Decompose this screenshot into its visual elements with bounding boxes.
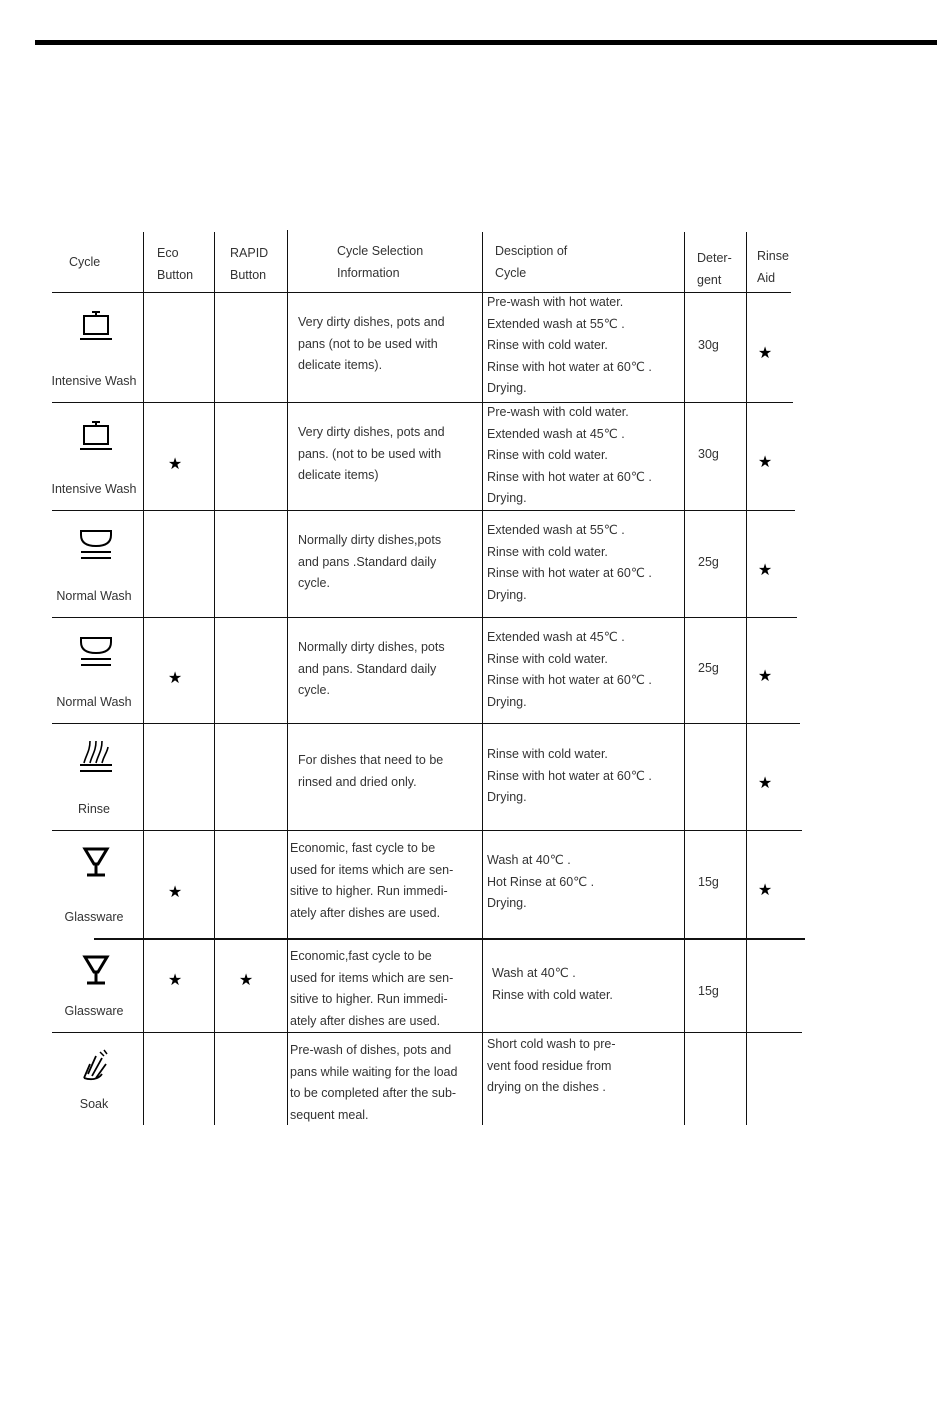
- cycle-info-line: delicate items).: [298, 358, 383, 372]
- cycle-info-line: to be completed after the sub-: [290, 1086, 457, 1100]
- cycle-description-line: Short cold wash to pre-: [487, 1037, 616, 1051]
- column-divider: [287, 230, 288, 1125]
- cycle-info-line: rinsed and dried only.: [298, 774, 417, 789]
- header-detergent: Deter-: [697, 251, 732, 265]
- cycle-description-line: Extended wash at 55℃ .: [487, 316, 625, 331]
- header-rinse-aid: Rinse: [757, 249, 789, 263]
- cycle-info-line: pans. (not to be used with: [298, 446, 442, 461]
- row-divider: [94, 938, 805, 940]
- cycle-name: Soak: [79, 1097, 109, 1111]
- cycle-name: Normal Wash: [56, 695, 132, 709]
- cycle-name: Normal Wash: [56, 589, 132, 603]
- cycle-info-line: pans while waiting for the load: [290, 1064, 458, 1079]
- cycle-description-line: Rinse with hot water at 60℃ .: [487, 673, 652, 687]
- rinse-aid-star: ★: [757, 561, 773, 579]
- cycle-description-line: Drying.: [487, 790, 527, 804]
- header-cycle-selection-information: Cycle Selection: [337, 244, 424, 258]
- row-divider: [52, 617, 797, 618]
- cycle-info-line: Normally dirty dishes,pots: [298, 533, 442, 547]
- cycle-description-line: drying on the dishes .: [487, 1080, 606, 1094]
- rinse-icon: [74, 733, 118, 777]
- eco-star: ★: [167, 972, 183, 989]
- cycle-description-line: Drying.: [487, 381, 527, 395]
- cycle-info-line: ately after dishes are used.: [290, 1013, 441, 1028]
- cycle-description-line: Drying.: [487, 491, 527, 505]
- cycle-info-line: cycle.: [298, 576, 330, 590]
- cycle-description-line: Extended wash at 45℃ .: [487, 426, 625, 441]
- detergent-amount: 25g: [698, 554, 719, 569]
- normal-bowl-icon: [74, 627, 118, 671]
- cycle-description-line: Extended wash at 45℃ .: [487, 630, 625, 644]
- header-rapid-button: RAPID: [230, 246, 269, 260]
- cycle-description-line: Hot Rinse at 60℃ .: [487, 874, 595, 889]
- soak-hand-icon: [74, 1042, 118, 1086]
- cycle-description-line: Wash at 40℃ .: [487, 853, 571, 867]
- cycle-description-line: Rinse with cold water.: [487, 747, 608, 761]
- cycle-description-line: Wash at 40℃ .: [492, 966, 576, 980]
- cycle-description-line: Pre-wash with hot water.: [487, 295, 624, 309]
- cycle-info-line: Economic, fast cycle to be: [290, 841, 436, 855]
- header-cycle-selection-information: Information: [337, 266, 400, 280]
- header-rinse-aid: Aid: [757, 271, 776, 285]
- cycle-info-line: sequent meal.: [290, 1107, 369, 1122]
- cycle-name: Glassware: [64, 910, 124, 924]
- cycle-description-line: Drying.: [487, 694, 527, 709]
- rapid-star: ★: [238, 972, 254, 989]
- header-eco-button: Eco: [157, 246, 179, 260]
- cycle-info-line: and pans. Standard daily: [298, 661, 437, 676]
- cycle-info-line: ately after dishes are used.: [290, 905, 441, 920]
- row-divider: [52, 402, 793, 403]
- cycle-info-line: sitive to higher. Run immedi-: [290, 992, 448, 1006]
- cycle-info-line: Very dirty dishes, pots and: [298, 425, 445, 439]
- eco-star: ★: [167, 456, 183, 473]
- glass-icon: [74, 948, 118, 992]
- header-rapid-button: Button: [230, 268, 267, 282]
- row-divider: [52, 292, 791, 293]
- cycle-info-line: pans (not to be used with: [298, 336, 438, 351]
- detergent-amount: 30g: [698, 447, 719, 461]
- cycle-info-line: For dishes that need to be: [298, 753, 444, 767]
- row-divider: [52, 1032, 802, 1033]
- cycle-description-line: Rinse with cold water.: [487, 448, 608, 462]
- cycle-info-line: Very dirty dishes, pots and: [298, 315, 445, 329]
- detergent-amount: 30g: [698, 338, 719, 352]
- cycle-description-line: Drying.: [487, 587, 527, 602]
- cycle-description-line: Rinse with cold water.: [487, 651, 608, 666]
- cycle-name: Intensive Wash: [51, 482, 137, 496]
- cycle-description-line: vent food residue from: [487, 1058, 612, 1073]
- cycle-description-line: Rinse with cold water.: [487, 338, 608, 352]
- detergent-amount: 15g: [698, 984, 719, 998]
- row-divider: [52, 723, 800, 724]
- row-divider: [52, 830, 802, 831]
- rinse-aid-star: ★: [757, 454, 773, 471]
- cycle-info-line: used for items which are sen-: [290, 970, 454, 985]
- eco-star: ★: [167, 670, 183, 687]
- column-divider: [482, 232, 483, 1125]
- cycle-description-line: Pre-wash with cold water.: [487, 405, 629, 419]
- cycle-info-line: and pans .Standard daily: [298, 554, 437, 569]
- cycle-name: Rinse: [78, 802, 110, 816]
- rinse-aid-star: ★: [757, 774, 773, 792]
- cycle-description-line: Drying.: [487, 896, 527, 910]
- cycle-info-line: Pre-wash of dishes, pots and: [290, 1043, 452, 1057]
- column-divider: [684, 232, 685, 1125]
- cycle-info-line: Economic,fast cycle to be: [290, 949, 432, 963]
- cycle-info-line: sitive to higher. Run immedi-: [290, 884, 448, 898]
- cycle-info-line: delicate items): [298, 468, 379, 482]
- header-description-of-cycle: Desciption of: [495, 244, 568, 258]
- cycle-description-line: Rinse with cold water.: [492, 987, 613, 1002]
- rinse-aid-star: ★: [757, 345, 773, 362]
- cycle-info-line: cycle.: [298, 683, 330, 697]
- header-cycle: Cycle: [69, 255, 101, 269]
- intensive-pot-icon: [74, 302, 118, 346]
- cycle-name: Glassware: [64, 1004, 124, 1018]
- glass-icon: [74, 840, 118, 884]
- rinse-aid-star: ★: [757, 882, 773, 899]
- cycle-description-line: Rinse with hot water at 60℃ .: [487, 469, 652, 484]
- cycle-description-line: Extended wash at 55℃ .: [487, 523, 625, 537]
- column-divider: [143, 232, 144, 1125]
- cycle-info-line: used for items which are sen-: [290, 862, 454, 877]
- cycle-description-line: Rinse with cold water.: [487, 544, 608, 559]
- header-eco-button: Button: [157, 268, 194, 282]
- header-description-of-cycle: Cycle: [495, 266, 527, 280]
- header-detergent: gent: [697, 273, 722, 287]
- cycle-description-line: Rinse with hot water at 60℃ .: [487, 359, 652, 374]
- intensive-pot-icon: [74, 412, 118, 456]
- cycle-description-line: Rinse with hot water at 60℃ .: [487, 566, 652, 580]
- cycle-info-line: Normally dirty dishes, pots: [298, 640, 445, 654]
- cycle-name: Intensive Wash: [51, 374, 137, 388]
- column-divider: [214, 232, 215, 1125]
- detergent-amount: 25g: [698, 661, 719, 675]
- rinse-aid-star: ★: [757, 668, 773, 685]
- normal-bowl-icon: [74, 520, 118, 564]
- detergent-amount: 15g: [698, 875, 719, 889]
- cycle-description-line: Rinse with hot water at 60℃ .: [487, 768, 652, 783]
- column-divider: [746, 232, 747, 1125]
- eco-star: ★: [167, 884, 183, 901]
- row-divider: [52, 510, 795, 511]
